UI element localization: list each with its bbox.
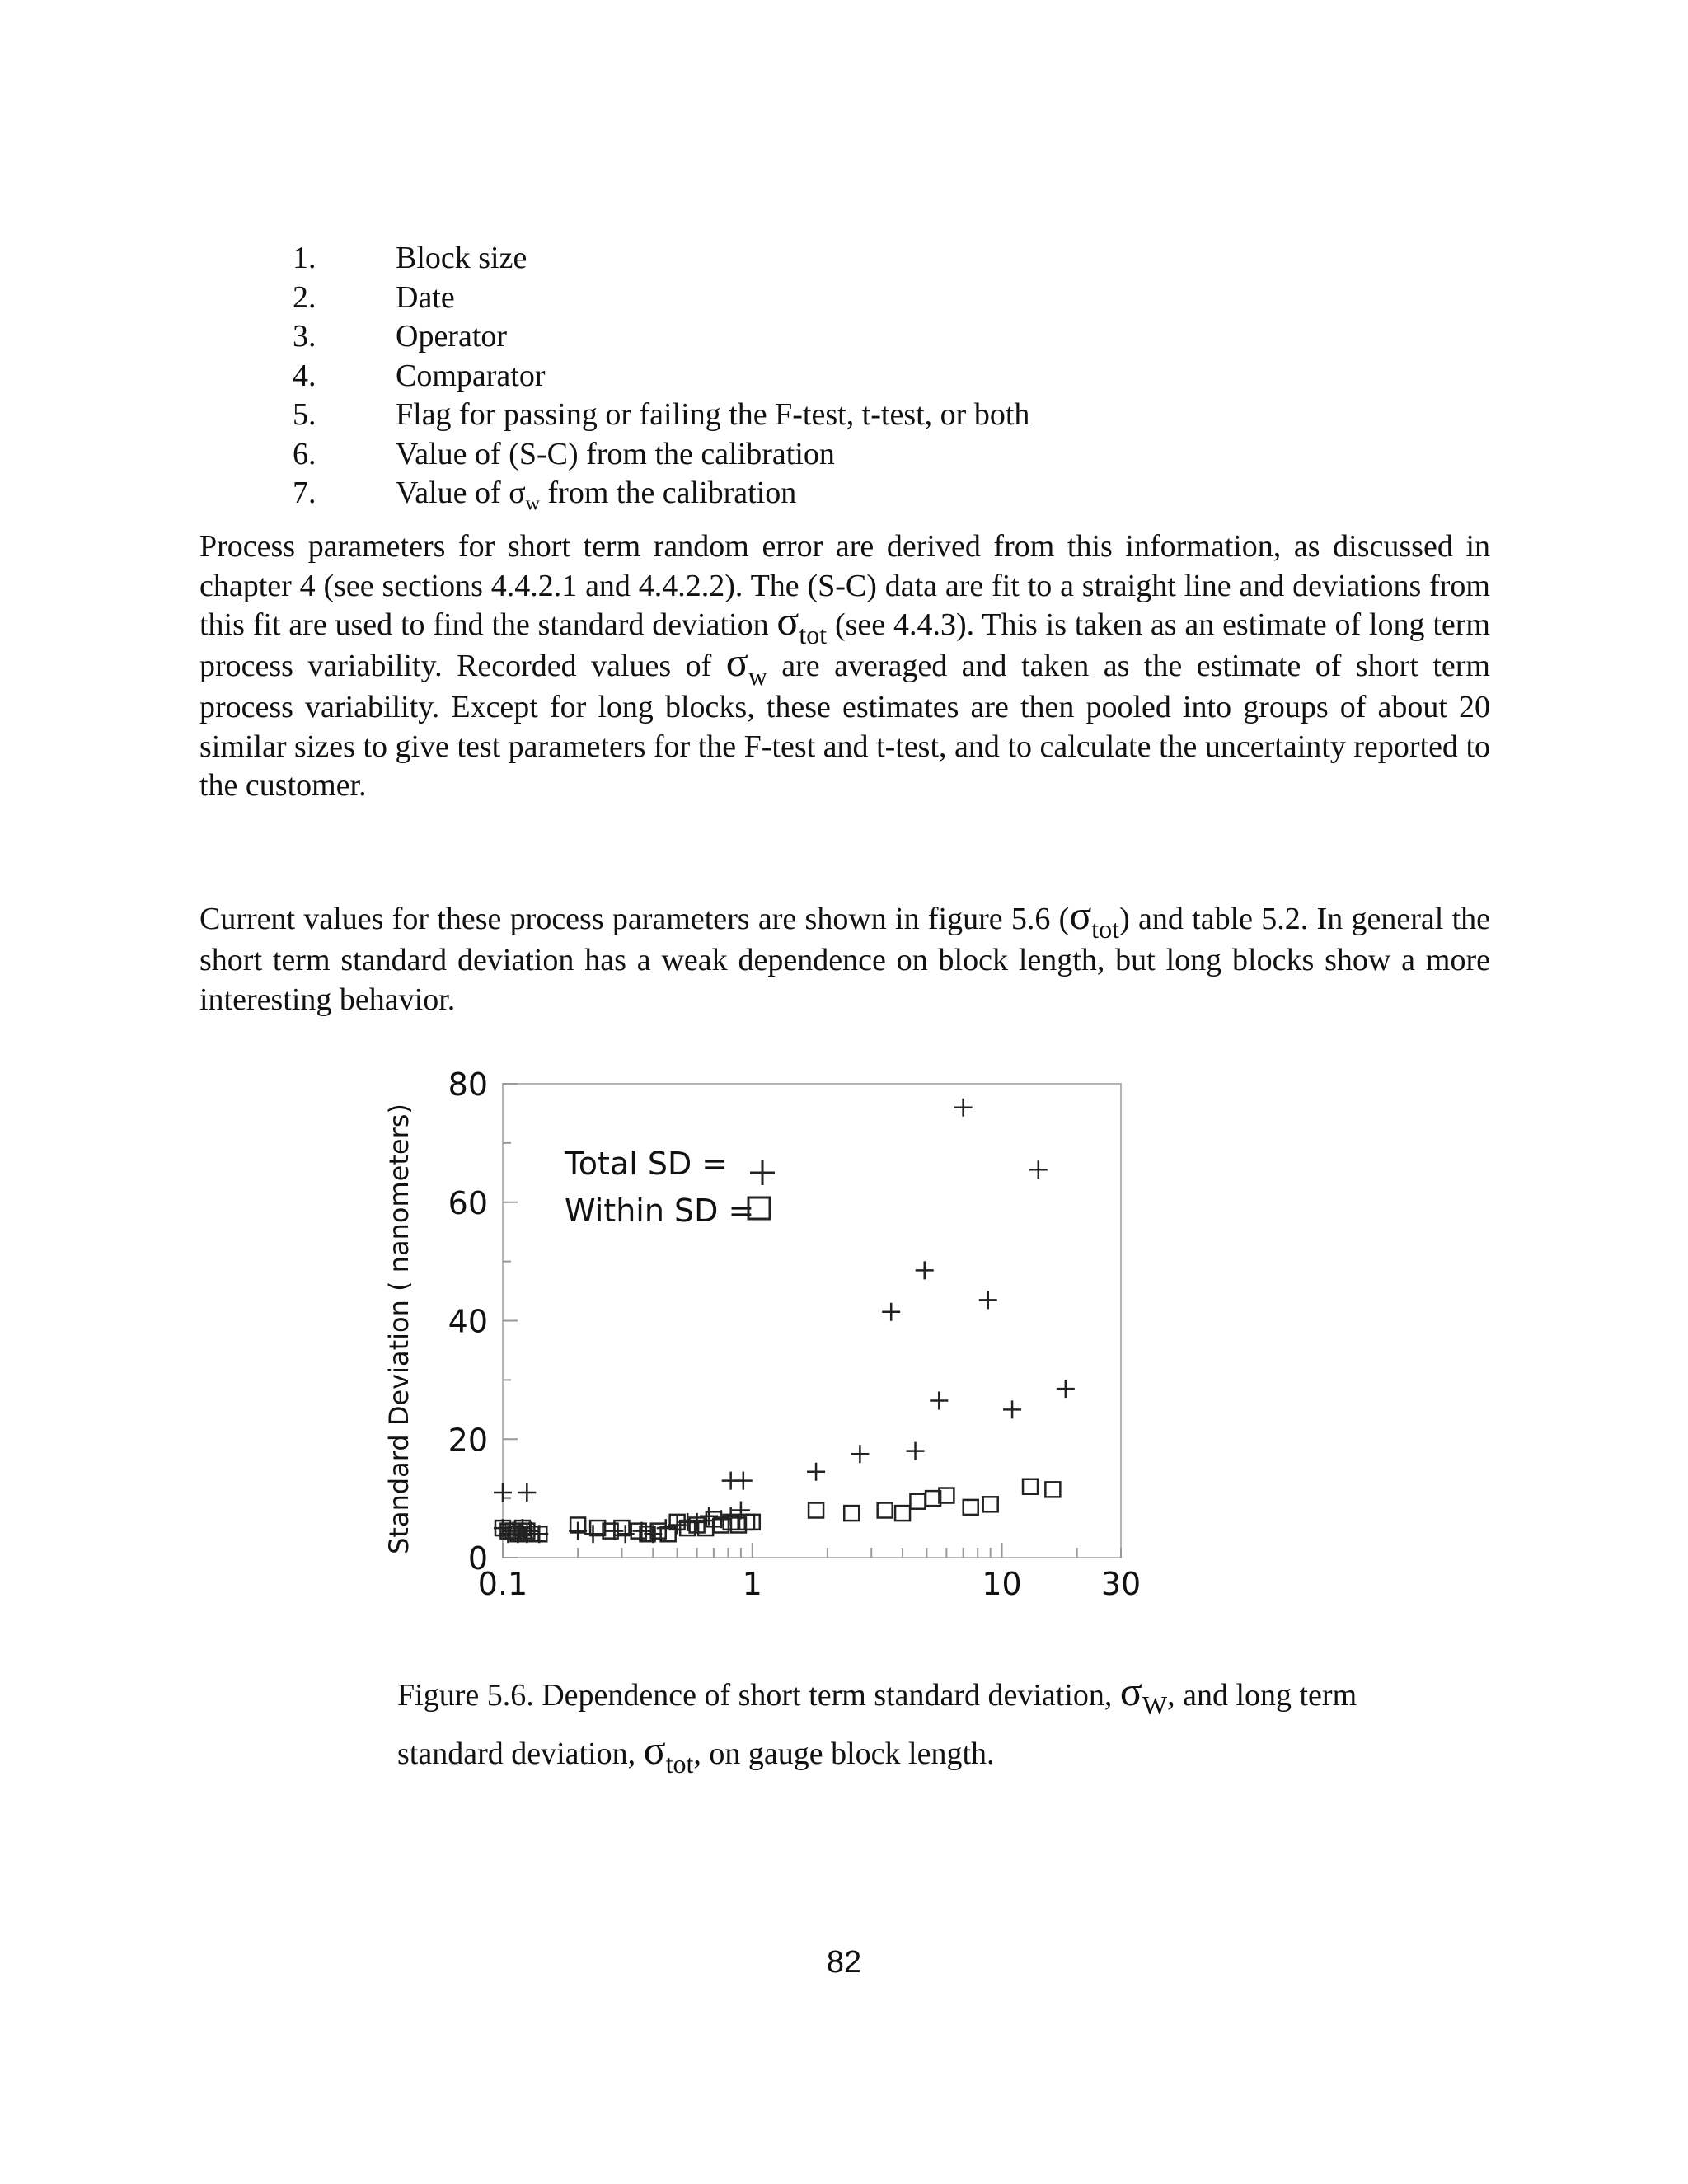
list-item: [293, 357, 1447, 396]
list-item: [293, 435, 1447, 475]
caption-text: , and long term standard deviation,: [397, 1678, 1357, 1771]
total-sd-point: [851, 1445, 869, 1463]
sigma-w-symbol: [1119, 1668, 1168, 1720]
list-text: Flag for passing or failing the F-test, t-test, or both: [396, 397, 1030, 432]
legend-total-label: Total SD =: [565, 1146, 729, 1182]
legend-within-label: Within SD =: [565, 1193, 755, 1229]
total-sd-point: [1003, 1400, 1021, 1418]
list-item: [293, 239, 1447, 279]
list-number: 6.: [293, 436, 316, 471]
y-tick-label: 60: [448, 1184, 488, 1221]
axis-labels: [383, 1066, 1141, 1602]
paragraph-current-values: [199, 892, 1490, 1019]
total-sd-point: [930, 1392, 948, 1410]
sigma-subscript: w: [525, 493, 541, 515]
caption-text: , on gauge block length.: [693, 1736, 995, 1771]
within-sd-point: [844, 1506, 859, 1521]
list-number: 2.: [293, 279, 316, 315]
sigma-symbol: σ: [725, 639, 748, 685]
y-tick-label: 80: [448, 1066, 488, 1103]
within-sd-point: [1045, 1482, 1060, 1497]
total-sd-point: [907, 1442, 925, 1460]
sigma-symbol: σ: [1069, 892, 1092, 938]
page-number: 82: [826, 1945, 862, 1980]
sigma-subscript: tot: [799, 620, 828, 649]
y-tick-label: 40: [448, 1303, 488, 1340]
list-number: 4.: [293, 358, 316, 393]
paragraph-process-parameters: [199, 527, 1490, 806]
sigma-symbol: σ: [776, 598, 799, 644]
within-sd-point: [878, 1503, 893, 1518]
y-tick-label: 0: [467, 1540, 488, 1577]
total-sd-point: [1057, 1380, 1075, 1398]
within-sd-point: [745, 1515, 760, 1530]
total-sd-point: [807, 1463, 825, 1481]
paragraph-text: are averaged and taken as the estimate of short term process variability. Except for long blocks, these estimates are then pooled into groups of about 20 similar sizes to give test parameters for the F-test and t-test, and to calculate the uncertainty reported to the customer.: [199, 649, 1490, 803]
list-text: Date: [396, 279, 455, 315]
scatter-chart: [363, 1063, 1187, 1657]
total-sd-point: [569, 1522, 587, 1540]
sigma-tot-symbol: [1069, 892, 1120, 944]
list-text: Value of (S-C) from the calibration: [396, 436, 835, 471]
sigma-symbol: σ: [643, 1727, 666, 1773]
sigma-tot-symbol: [643, 1727, 694, 1779]
within-sd-point: [895, 1506, 910, 1521]
figure-5-6: [363, 1063, 1187, 1657]
caption-text: Figure 5.6. Dependence of short term standard deviation,: [397, 1678, 1120, 1713]
list-text: Block size: [396, 241, 528, 275]
list-item: [293, 474, 1447, 524]
total-sd-point: [882, 1303, 900, 1321]
total-sd-point: [954, 1099, 973, 1117]
sigma-w-symbol: [725, 639, 767, 691]
within-sd-point: [809, 1503, 823, 1518]
sigma-tot-symbol: [776, 598, 828, 649]
within-sd-point: [983, 1497, 998, 1511]
sigma-subscript: tot: [1091, 914, 1120, 944]
paragraph-text: Process parameters for short term random error are derived from this information, as discussed in chapter 4 (see sections 4.4.2.1 and 4.4.2.2). The (S-C) data are fit to a straight line and deviations from this fit are used to find the standard deviation: [199, 529, 1490, 642]
paragraph-text: Current values for these process parameters are shown in figure 5.6 (: [199, 902, 1070, 936]
within-sd-point: [910, 1494, 925, 1509]
total-sd-point: [632, 1522, 650, 1540]
within-sd-point: [1023, 1479, 1038, 1494]
list-number: 1.: [293, 241, 316, 275]
sigma-symbol: σ: [509, 476, 526, 510]
list-item: [293, 317, 1447, 357]
list-item: [293, 396, 1447, 435]
list-text-part: from the calibration: [540, 476, 797, 510]
total-sd-point: [668, 1516, 687, 1534]
list-number: 7.: [293, 476, 316, 510]
x-tick-label: 30: [1100, 1566, 1142, 1602]
list-text: [396, 474, 796, 524]
total-sd-point: [1029, 1160, 1048, 1179]
list-text: Operator: [396, 319, 508, 354]
y-tick-label: 20: [448, 1422, 488, 1459]
total-sd-point: [734, 1472, 753, 1490]
total-sd-point: [518, 1483, 536, 1502]
sigma-subscript: W: [1142, 1690, 1168, 1720]
paragraph-text: (see 4.4.3). This is taken as an estimate of long term process variability. Recorded values of: [199, 607, 1490, 683]
total-sd-point: [979, 1291, 997, 1309]
sigma-symbol: σ: [1119, 1668, 1142, 1714]
figure-caption: [397, 1666, 1386, 1783]
numbered-list: [293, 239, 1447, 524]
total-sd-point: [584, 1525, 603, 1543]
sigma-subscript: tot: [665, 1749, 694, 1779]
within-sd-point: [964, 1500, 978, 1515]
list-text-part: Value of: [396, 476, 509, 510]
legend-plus-marker: [750, 1160, 775, 1185]
legend: [564, 1146, 775, 1229]
list-text: Comparator: [396, 358, 546, 393]
paragraph-text: ) and table 5.2. In general the short term standard deviation has a weak dependence on block length, but long blocks show a more interesting behavior.: [199, 902, 1490, 1017]
x-tick-label: 0.1: [477, 1566, 528, 1602]
y-axis-label: Standard Deviation ( nanometers): [383, 1104, 415, 1554]
list-item: [293, 279, 1447, 318]
list-number: 5.: [293, 397, 316, 432]
x-tick-label: 10: [982, 1566, 1022, 1602]
total-sd-point: [916, 1261, 934, 1279]
x-tick-label: 1: [742, 1566, 762, 1602]
list-number: 3.: [293, 319, 316, 354]
sigma-subscript: w: [748, 661, 767, 691]
